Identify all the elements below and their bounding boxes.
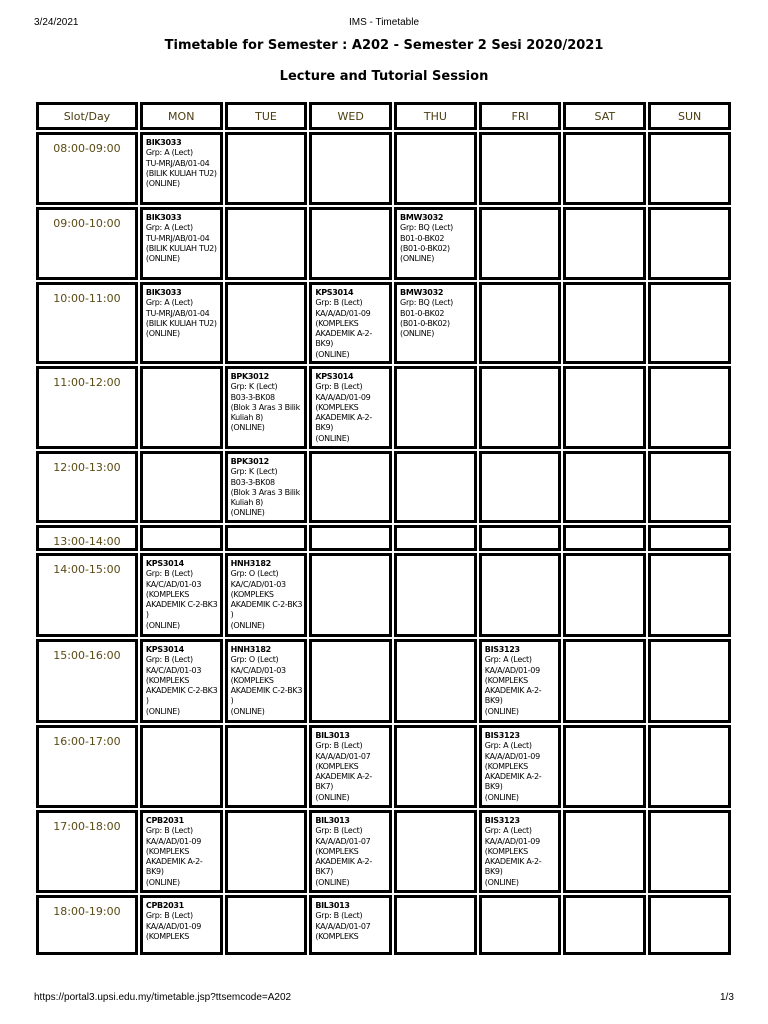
class-detail-line: Grp: A (Lect)	[145, 223, 193, 233]
timetable-cell	[309, 810, 392, 893]
class-entry	[143, 813, 220, 888]
class-detail-line: (KOMPLEKS AKADEMIK C-2-BK3 )	[230, 675, 303, 706]
course-code: KPS3014	[315, 372, 354, 381]
table-row	[36, 132, 731, 205]
class-detail-line: (ONLINE)	[315, 877, 350, 887]
slot-time: 08:00-09:00	[36, 132, 138, 205]
class-entry	[312, 369, 389, 444]
timetable-cell	[225, 451, 308, 523]
timetable-cell	[479, 366, 562, 449]
timetable-cell	[563, 132, 646, 205]
timetable-cell	[394, 810, 477, 893]
class-detail-line: (ONLINE)	[315, 433, 350, 443]
class-detail-line: TU-MRJ/AB/01-04	[145, 308, 210, 318]
table-row	[36, 639, 731, 723]
table-row	[36, 207, 731, 280]
timetable-cell	[225, 282, 308, 364]
class-detail-line: KA/A/AD/01-09	[145, 836, 202, 846]
col-header-fri: FRI	[479, 102, 562, 130]
print-page-number: 1/3	[720, 992, 734, 1003]
timetable-cell	[309, 132, 392, 205]
course-code: BIL3013	[315, 731, 350, 740]
timetable-cell	[309, 207, 392, 280]
class-detail-line: (KOMPLEKS AKADEMIK A-2-BK9)	[145, 846, 203, 877]
course-code: BIK3033	[145, 288, 182, 297]
col-header-tue: TUE	[225, 102, 308, 130]
col-header-sat: SAT	[563, 102, 646, 130]
class-detail-line: Grp: B (Lect)	[315, 382, 363, 392]
slot-time: 17:00-18:00	[36, 810, 138, 893]
class-entry	[312, 898, 389, 942]
timetable-cell	[479, 553, 562, 637]
timetable-cell	[563, 451, 646, 523]
timetable-cell	[479, 207, 562, 280]
class-detail-line: Grp: K (Lect)	[230, 467, 278, 477]
class-entry	[312, 285, 389, 360]
class-detail-line: (ONLINE)	[315, 792, 350, 802]
timetable-cell	[479, 282, 562, 364]
class-detail-line: Grp: B (Lect)	[145, 826, 193, 836]
timetable-cell	[309, 451, 392, 523]
timetable-cell	[394, 282, 477, 364]
slot-time: 13:00-14:00	[36, 525, 138, 551]
class-detail-line: (KOMPLEKS AKADEMIK C-2-BK3 )	[145, 675, 218, 706]
timetable-cell	[648, 132, 731, 205]
class-detail-line: (KOMPLEKS AKADEMIK C-2-BK3 )	[230, 589, 303, 620]
course-code: BIK3033	[145, 138, 182, 147]
class-detail-line: KA/C/AD/01-03	[230, 665, 286, 675]
print-date: 3/24/2021	[34, 17, 79, 28]
timetable-cell	[309, 525, 392, 551]
class-detail-line: TU-MRJ/AB/01-04	[145, 233, 210, 243]
class-detail-line: (BILIK KULIAH TU2)	[145, 318, 217, 328]
table-row	[36, 895, 731, 955]
timetable-cell	[479, 895, 562, 955]
course-code: HNH3182	[230, 645, 271, 654]
timetable-cell	[225, 366, 308, 449]
timetable-cell	[563, 639, 646, 723]
class-entry	[312, 813, 389, 888]
timetable-cell	[648, 639, 731, 723]
class-detail-line: B03-3-BK08	[230, 477, 275, 487]
timetable-cell	[140, 895, 223, 955]
timetable-cell	[479, 810, 562, 893]
class-entry	[143, 642, 220, 717]
timetable-cell	[563, 207, 646, 280]
class-detail-line: Grp: B (Lect)	[315, 298, 363, 308]
col-header-wed: WED	[309, 102, 392, 130]
header-row	[36, 102, 731, 130]
course-code: BIS3123	[484, 731, 520, 740]
class-entry	[143, 898, 220, 942]
timetable-cell	[563, 525, 646, 551]
class-detail-line: (B01-0-BK02)	[400, 243, 450, 253]
col-header-thu: THU	[394, 102, 477, 130]
timetable-cell	[394, 366, 477, 449]
table-row	[36, 810, 731, 893]
timetable-cell	[140, 810, 223, 893]
class-detail-line: (ONLINE)	[230, 706, 265, 716]
class-detail-line: (ONLINE)	[230, 508, 265, 518]
table-row	[36, 553, 731, 637]
timetable-cell	[563, 553, 646, 637]
timetable-cell	[309, 553, 392, 637]
timetable-cell	[563, 725, 646, 808]
timetable-cell	[140, 553, 223, 637]
timetable-cell	[225, 132, 308, 205]
course-code: CPB2031	[145, 816, 184, 825]
timetable-cell	[140, 282, 223, 364]
class-detail-line: (KOMPLEKS AKADEMIK A-2-BK9)	[484, 846, 542, 877]
timetable-cell	[394, 451, 477, 523]
class-entry	[143, 285, 220, 339]
timetable-cell	[479, 132, 562, 205]
timetable-cell	[563, 810, 646, 893]
class-detail-line: Grp: A (Lect)	[484, 741, 532, 751]
course-code: BIS3123	[484, 645, 520, 654]
course-code: BIL3013	[315, 901, 350, 910]
class-detail-line: B01-0-BK02	[400, 308, 445, 318]
course-code: KPS3014	[145, 645, 184, 654]
class-detail-line: TU-MRJ/AB/01-04	[145, 158, 210, 168]
class-detail-line: (BILIK KULIAH TU2)	[145, 243, 217, 253]
class-entry	[397, 210, 474, 264]
course-code: CPB2031	[145, 901, 184, 910]
timetable-cell	[648, 366, 731, 449]
timetable-cell	[648, 895, 731, 955]
timetable-cell	[309, 639, 392, 723]
course-code: KPS3014	[315, 288, 354, 297]
timetable-cell	[563, 282, 646, 364]
class-detail-line: (KOMPLEKS	[145, 931, 189, 941]
timetable-cell	[394, 895, 477, 955]
class-detail-line: (KOMPLEKS AKADEMIK C-2-BK3 )	[145, 589, 218, 620]
timetable-cell	[225, 810, 308, 893]
class-detail-line: (ONLINE)	[145, 706, 180, 716]
course-code: KPS3014	[145, 559, 184, 568]
timetable-cell	[563, 366, 646, 449]
class-entry	[228, 556, 305, 631]
timetable-cell	[648, 553, 731, 637]
class-detail-line: KA/A/AD/01-07	[315, 751, 371, 761]
class-detail-line: (KOMPLEKS AKADEMIK A-2-BK7)	[315, 761, 372, 792]
timetable-cell	[225, 553, 308, 637]
table-row	[36, 525, 731, 551]
class-detail-line: Grp: O (Lect)	[230, 655, 279, 665]
course-code: BMW3032	[400, 213, 444, 222]
class-detail-line: KA/A/AD/01-07	[315, 836, 371, 846]
class-detail-line: KA/C/AD/01-03	[230, 579, 286, 589]
course-code: BPK3012	[230, 372, 269, 381]
timetable-cell	[479, 639, 562, 723]
class-detail-line: KA/C/AD/01-03	[145, 579, 202, 589]
class-detail-line: KA/A/AD/01-09	[484, 665, 540, 675]
class-detail-line: (ONLINE)	[145, 877, 180, 887]
timetable-cell	[309, 282, 392, 364]
class-detail-line: KA/C/AD/01-03	[145, 665, 202, 675]
class-detail-line: Grp: O (Lect)	[230, 569, 279, 579]
col-header-sun: SUN	[648, 102, 731, 130]
class-detail-line: KA/A/AD/01-09	[484, 836, 540, 846]
class-detail-line: KA/A/AD/01-09	[315, 392, 371, 402]
slot-time: 12:00-13:00	[36, 451, 138, 523]
class-detail-line: (ONLINE)	[315, 349, 350, 359]
page-title: Timetable for Semester : A202 - Semester 2 Sesi 2020/2021	[164, 38, 604, 53]
slot-time: 11:00-12:00	[36, 366, 138, 449]
class-detail-line: (KOMPLEKS AKADEMIK A-2-BK9)	[484, 761, 542, 792]
class-entry	[482, 642, 559, 717]
class-detail-line: Grp: K (Lect)	[230, 382, 278, 392]
class-detail-line: (ONLINE)	[145, 620, 180, 630]
timetable-cell	[309, 725, 392, 808]
class-detail-line: KA/A/AD/01-09	[315, 308, 371, 318]
class-detail-line: (KOMPLEKS	[315, 931, 359, 941]
class-entry	[482, 813, 559, 888]
col-header-mon: MON	[140, 102, 223, 130]
timetable-cell	[648, 282, 731, 364]
timetable-cell	[394, 639, 477, 723]
class-detail-line: (ONLINE)	[145, 254, 180, 264]
timetable-cell	[140, 639, 223, 723]
course-code: BIS3123	[484, 816, 520, 825]
class-entry	[312, 728, 389, 803]
table-row	[36, 282, 731, 364]
timetable-cell	[648, 451, 731, 523]
class-detail-line: Grp: B (Lect)	[315, 911, 363, 921]
class-detail-line: (KOMPLEKS AKADEMIK A-2-BK9)	[484, 675, 542, 706]
class-detail-line: (ONLINE)	[145, 179, 180, 189]
class-detail-line: KA/A/AD/01-09	[145, 921, 202, 931]
slot-time: 14:00-15:00	[36, 553, 138, 637]
timetable-cell	[563, 895, 646, 955]
class-entry	[143, 210, 220, 264]
class-detail-line: Grp: B (Lect)	[145, 655, 193, 665]
class-entry	[143, 135, 220, 189]
class-detail-line: (KOMPLEKS AKADEMIK A-2-BK9)	[315, 318, 372, 349]
class-detail-line: KA/A/AD/01-09	[484, 751, 540, 761]
class-detail-line: Grp: A (Lect)	[145, 148, 193, 158]
class-detail-line: (ONLINE)	[230, 620, 265, 630]
course-code: BPK3012	[230, 457, 269, 466]
table-row	[36, 366, 731, 449]
class-detail-line: Grp: A (Lect)	[145, 298, 193, 308]
print-page-title: IMS - Timetable	[348, 17, 420, 28]
timetable-cell	[309, 895, 392, 955]
timetable-cell	[479, 451, 562, 523]
page-subtitle: Lecture and Tutorial Session	[279, 69, 489, 84]
timetable-cell	[648, 207, 731, 280]
class-detail-line: Grp: A (Lect)	[484, 655, 532, 665]
class-detail-line: (ONLINE)	[400, 329, 435, 339]
class-detail-line: Grp: B (Lect)	[315, 826, 363, 836]
class-detail-line: KA/A/AD/01-07	[315, 921, 371, 931]
timetable-cell	[394, 725, 477, 808]
slot-time: 16:00-17:00	[36, 725, 138, 808]
timetable-cell	[140, 132, 223, 205]
slot-time: 10:00-11:00	[36, 282, 138, 364]
class-detail-line: Grp: B (Lect)	[145, 911, 193, 921]
timetable-cell	[479, 525, 562, 551]
timetable-cell	[479, 725, 562, 808]
slot-time: 09:00-10:00	[36, 207, 138, 280]
timetable-cell	[309, 366, 392, 449]
class-detail-line: (B01-0-BK02)	[400, 318, 450, 328]
class-entry	[228, 369, 305, 434]
class-detail-line: (Blok 3 Aras 3 Bilik Kuliah 8)	[230, 487, 300, 508]
timetable-cell	[225, 639, 308, 723]
class-detail-line: (ONLINE)	[145, 329, 180, 339]
class-entry	[482, 728, 559, 803]
slot-time: 15:00-16:00	[36, 639, 138, 723]
col-header-slot: Slot/Day	[36, 102, 138, 130]
timetable-cell	[140, 525, 223, 551]
class-detail-line: Grp: A (Lect)	[484, 826, 532, 836]
table-row	[36, 451, 731, 523]
timetable-cell	[394, 207, 477, 280]
class-entry	[228, 642, 305, 717]
timetable-cell	[225, 207, 308, 280]
class-detail-line: (KOMPLEKS AKADEMIK A-2-BK9)	[315, 402, 372, 433]
timetable-cell	[140, 725, 223, 808]
timetable-cell	[648, 810, 731, 893]
timetable-cell	[648, 525, 731, 551]
course-code: BIL3013	[315, 816, 350, 825]
class-detail-line: B03-3-BK08	[230, 392, 275, 402]
class-detail-line: Grp: BQ (Lect)	[400, 223, 453, 233]
class-detail-line: Grp: B (Lect)	[145, 569, 193, 579]
class-detail-line: (ONLINE)	[230, 423, 265, 433]
class-detail-line: Grp: B (Lect)	[315, 741, 363, 751]
timetable-cell	[225, 525, 308, 551]
slot-time: 18:00-19:00	[36, 895, 138, 955]
table-row	[36, 725, 731, 808]
timetable-cell	[394, 553, 477, 637]
class-detail-line: (KOMPLEKS AKADEMIK A-2-BK7)	[315, 846, 372, 877]
class-detail-line: Grp: BQ (Lect)	[400, 298, 453, 308]
timetable-body	[36, 132, 731, 955]
course-code: BMW3032	[400, 288, 444, 297]
class-entry	[143, 556, 220, 631]
timetable-cell	[225, 725, 308, 808]
timetable-cell	[140, 366, 223, 449]
class-detail-line: (Blok 3 Aras 3 Bilik Kuliah 8)	[230, 402, 300, 423]
timetable-cell	[394, 525, 477, 551]
class-detail-line: (ONLINE)	[400, 254, 435, 264]
course-code: HNH3182	[230, 559, 271, 568]
print-url: https://portal3.upsi.edu.my/timetable.jsp?ttsemcode=A202	[34, 992, 292, 1003]
timetable-cell	[394, 132, 477, 205]
course-code: BIK3033	[145, 213, 182, 222]
class-entry	[228, 454, 305, 519]
class-detail-line: (ONLINE)	[484, 877, 519, 887]
class-detail-line: (BILIK KULIAH TU2)	[145, 168, 217, 178]
timetable	[34, 100, 733, 957]
class-entry	[397, 285, 474, 339]
timetable-cell	[140, 451, 223, 523]
class-detail-line: B01-0-BK02	[400, 233, 445, 243]
timetable-cell	[140, 207, 223, 280]
timetable-cell	[648, 725, 731, 808]
timetable-cell	[225, 895, 308, 955]
class-detail-line: (ONLINE)	[484, 792, 519, 802]
class-detail-line: (ONLINE)	[484, 706, 519, 716]
